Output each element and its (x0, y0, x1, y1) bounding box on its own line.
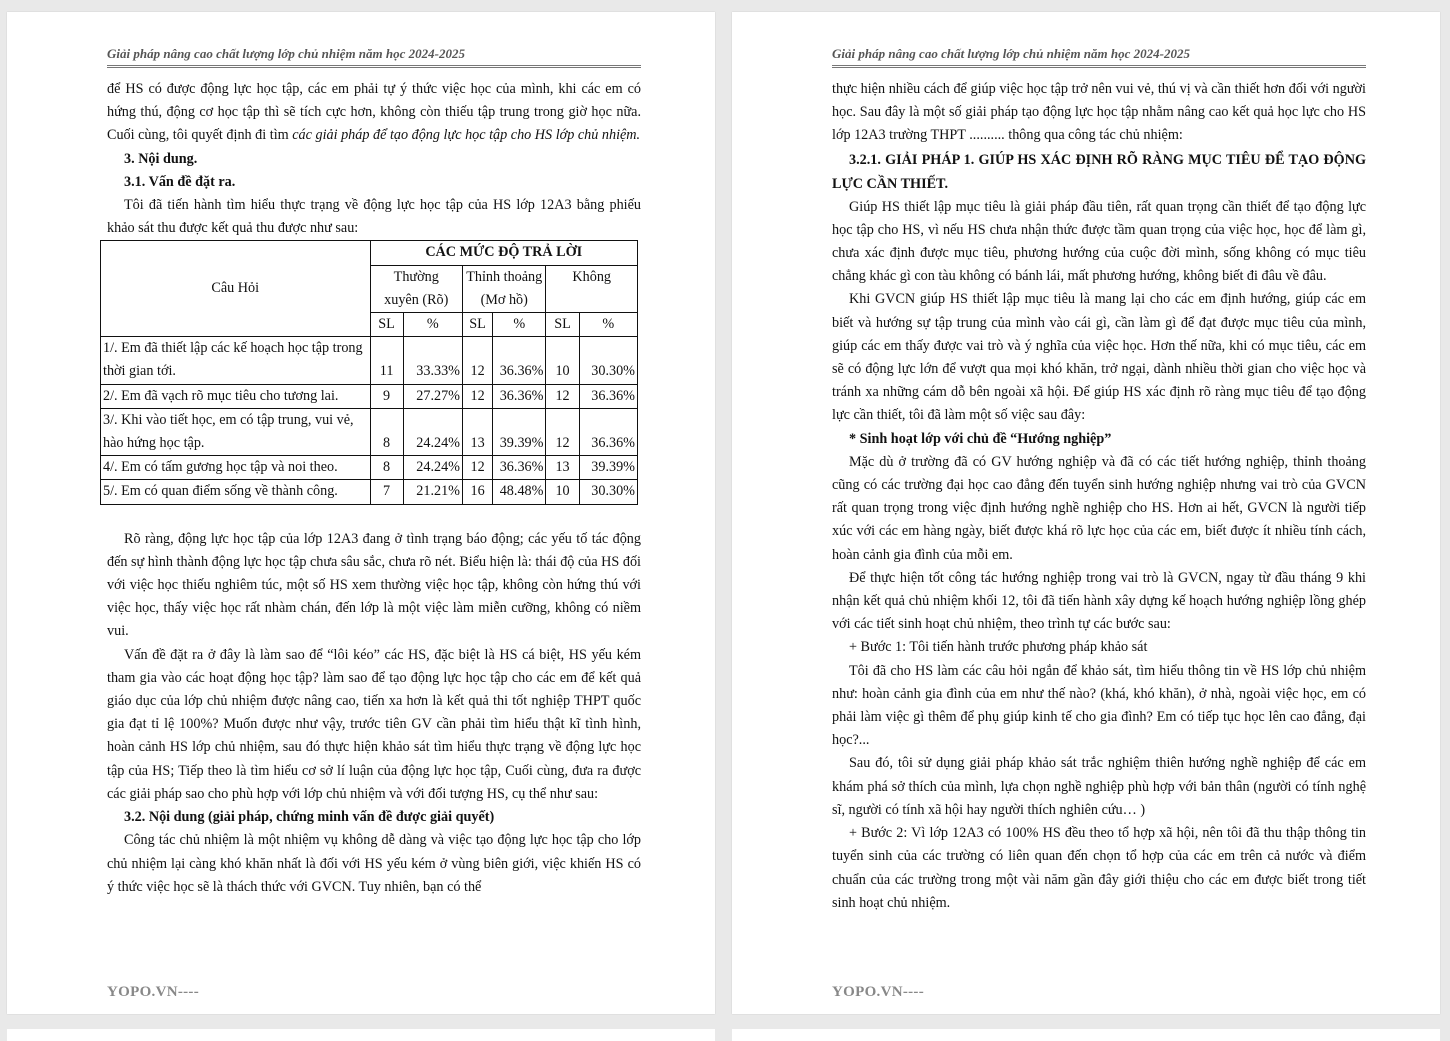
paragraph: Tôi đã cho HS làm các câu hỏi ngắn để khảo sát, tìm hiểu thông tin về HS lớp chủ nhiệm như: hoàn cảnh gia đình của em như thế nào? (khá, khó khăn), ở nhà, ngoài việc học, em có phải làm việc gì thêm để phụ giúp kinh tế cho gia đình? Em có tiếp tục học lên cao đẳng, đại học?... (832, 662, 1366, 749)
paragraph: Mặc dù ở trường đã có GV hướng nghiệp và đã có các tiết hướng nghiệp, thỉnh thoảng cũng có các trường đại học cao đẳng đến tuyển sinh hướng nghiệp nhưng vai trò của GVCN rất quan trọng trong việc định hướng nghề nghiệp cho HS. Hơn ai hết, GVCN là người tiếp xúc với các em hàng ngày, biết được khá rõ lực học của các em, biết được ít nhiều tính cách, hoàn cảnh gia đình của mỗi em. (832, 453, 1366, 563)
paragraph: Để thực hiện tốt công tác hướng nghiệp trong vai trò là GVCN, ngay từ đầu tháng 9 khi nhận kết quả chủ nhiệm khối 12, tôi đã tiến hành xây dựng kế hoạch hướng nghiệp lồng ghép với các tiết sinh hoạt chủ nhiệm, theo trình tự các bước sau: (832, 569, 1366, 633)
section-heading: 3.1. Vấn đề đặt ra. (124, 173, 236, 190)
value-cell: 9 (370, 384, 403, 408)
value-cell: 7 (370, 480, 403, 504)
survey-table (100, 240, 638, 504)
paragraph: Khi GVCN giúp HS thiết lập mục tiêu là mang lại cho các em định hướng, giúp các em biết và hướng sự tập trung của mình vào cái gì, cần làm gì để đạt được mục tiêu của mình, giúp các em thấy được vai trò và ý nghĩa của việc học. Hơn thế nữa, khi có mục tiêu, các em sẽ có động lực lớn để vượt qua mọi khó khăn, trở ngại, dành nhiều thời gian cho việc học và tránh xa những cám dỗ bên ngoài xã hội. Để giúp HS xác định rõ ràng mục tiêu để tạo động lực cần thiết, tôi đã làm một số việc sau đây: (832, 291, 1366, 424)
value-cell: 13 (463, 408, 493, 455)
value-cell: 12 (463, 384, 493, 408)
value-cell: 12 (546, 408, 579, 455)
header-line: xuyên (Rõ) (384, 291, 449, 308)
page-header: Giải pháp nâng cao chất lượng lớp chủ nhiệm năm học 2024-2025 (832, 46, 1366, 68)
value-cell: 36.36% (579, 408, 637, 455)
header-line: Thỉnh thoảng (466, 268, 543, 285)
question-cell: 2/. Em đã vạch rõ mục tiêu cho tương lai. (101, 384, 371, 408)
paragraph: thực hiện nhiều cách để giúp việc học tập trở nên vui vẻ, thú vị và cần thiết hơn đối với người học. Sau đây là một số giải pháp tạo động lực học tập nhằm nâng cao kết quả học lực cho HS lớp 12A3 trường THPT .......... thông qua công tác chủ nhiệm: (832, 81, 1366, 144)
page-footer: YOPO.VN---- (832, 984, 925, 1000)
pct-header: % (493, 313, 546, 337)
paragraph (107, 78, 641, 148)
table-header-often (370, 265, 463, 312)
paragraph: Rõ ràng, động lực học tập của lớp 12A3 đang ở tình trạng báo động; các yếu tố tác động đến sự hình thành động lực học tập chưa sâu sắc, chưa rõ nét. Biểu hiện là: thái độ của HS đối với việc học thiếu nghiêm túc, một số HS xem thường việc học tập, không còn hứng thú với việc học, thấy việc học rất nhàm chán, đến lớp là một việc làm miễn cưỡng, không có niềm vui. (107, 530, 641, 640)
sl-header: SL (546, 313, 579, 337)
paragraph: + Bước 1: Tôi tiến hành trước phương pháp khảo sát (849, 639, 1148, 656)
page-header: Giải pháp nâng cao chất lượng lớp chủ nhiệm năm học 2024-2025 (107, 46, 641, 68)
table-header-never: Không (546, 265, 638, 312)
header-line: Thường (393, 268, 439, 285)
paragraph: Tôi đã tiến hành tìm hiểu thực trạng về động lực học tập của HS lớp 12A3 bằng phiếu khảo sát thu được kết quả thu được như sau: (107, 197, 641, 237)
page-body (832, 78, 1366, 915)
section-heading: 3.2. Nội dung (giải pháp, chứng minh vấn đề được giải quyết) (124, 809, 495, 826)
question-cell: 5/. Em có quan điểm sống về thành công. (101, 480, 371, 504)
section-heading: 3.2.1. GIẢI PHÁP 1. GIÚP HS XÁC ĐỊNH RÕ RÀNG MỤC TIÊU ĐỂ TẠO ĐỘNG LỰC CẦN THIẾT. (832, 151, 1366, 192)
value-cell: 24.24% (403, 408, 462, 455)
table-header-question: Câu Hỏi (101, 241, 371, 337)
next-page-edge (732, 1029, 1440, 1041)
value-cell: 39.39% (579, 456, 637, 480)
value-cell: 12 (546, 384, 579, 408)
value-cell: 27.27% (403, 384, 462, 408)
section-heading: 3. Nội dung. (124, 150, 198, 167)
value-cell: 13 (546, 456, 579, 480)
value-cell: 8 (370, 408, 403, 455)
paragraph: + Bước 2: Vì lớp 12A3 có 100% HS đều theo tổ hợp xã hội, nên tôi đã thu thập thông tin tuyển sinh của các trường có liên quan đến chọn tổ hợp của các em trên cả nước và điểm chuẩn của các trường trong một vài năm gần đây giới thiệu cho các em được biết trong tiết sinh hoạt chủ nhiệm. (832, 825, 1366, 911)
value-cell: 12 (463, 456, 493, 480)
value-cell: 24.24% (403, 456, 462, 480)
paragraph: Sau đó, tôi sử dụng giải pháp khảo sát trắc nghiệm thiên hướng nghề nghiệp để các em khám phá sở thích của mình, lựa chọn nghề nghiệp phù hợp với bản thân (người có tính nghệ sĩ, người có tính xã hội hay người thích nghiên cứu… ) (832, 755, 1366, 818)
table-header-levels: CÁC MỨC ĐỘ TRẢ LỜI (370, 241, 638, 265)
page-body (103, 78, 641, 899)
table-row (101, 337, 638, 384)
value-cell: 36.36% (493, 337, 546, 384)
paragraph: Giúp HS thiết lập mục tiêu là giải pháp đầu tiên, rất quan trọng cần thiết để tạo động lực học tập cho HS, vì nếu HS chưa nhận thức được tầm quan trọng của việc học, học để làm gì, chưa xác định được mục tiêu, phương hướng của cuộc đời mình, sống không có mục tiêu chẳng khác gì con tàu không có bánh lái, mất phương hướng, không biết đi đâu về đâu. (832, 198, 1366, 285)
value-cell: 36.36% (493, 456, 546, 480)
question-cell: 3/. Khi vào tiết học, em có tập trung, vui vẻ, hào hứng học tập. (101, 408, 371, 455)
value-cell: 48.48% (493, 480, 546, 504)
next-page-edge (7, 1029, 715, 1041)
paragraph: Vấn đề đặt ra ở đây là làm sao để “lôi kéo” các HS, đặc biệt là HS cá biệt, HS yếu kém tham gia vào các hoạt động học tập? làm sao để tạo động lực học tập cho các em để kết quả giáo dục của lớp chủ nhiệm được nâng cao, tiến xa hơn là kết quả thi tốt nghiệp THPT quốc gia đạt tỉ lệ 100%? Muốn được như vậy, trước tiên GV cần phải tìm hiểu thật kĩ tình hình, hoàn cảnh HS lớp chủ nhiệm, sau đó thực hiện khảo sát tìm hiểu thực trạng về động lực học tập của HS; Tiếp theo là tìm hiểu cơ sở lí luận của động lực học tập, Cuối cùng, đưa ra được các giải pháp sao cho phù hợp với lớp chủ nhiệm và với đối tượng HS, cụ thể như sau: (107, 646, 641, 802)
table-row (101, 456, 638, 480)
sl-header: SL (370, 313, 403, 337)
page-footer: YOPO.VN---- (107, 984, 200, 1000)
table-header-sometimes (463, 265, 546, 312)
sl-header: SL (463, 313, 493, 337)
value-cell: 36.36% (579, 384, 637, 408)
value-cell: 39.39% (493, 408, 546, 455)
paragraph-italic-text: các giải pháp để tạo động lực học tập cho HS lớp chủ nhiệm. (292, 127, 641, 144)
header-line: (Mơ hồ) (480, 291, 528, 308)
section-heading: * Sinh hoạt lớp với chủ đề “Hướng nghiệp” (849, 430, 1112, 447)
value-cell: 12 (463, 337, 493, 384)
question-cell: 4/. Em có tấm gương học tập và noi theo. (101, 456, 371, 480)
paragraph: Công tác chủ nhiệm là một nhiệm vụ không dễ dàng và việc tạo động lực học tập cho lớp chủ nhiệm lại càng khó khăn nhất là đối với HS yếu kém ở vùng biên giới, việc khiến HS có ý thức việc học sẽ là thách thức với GVCN. Tuy nhiên, bạn có thể (107, 832, 641, 895)
table-row (101, 384, 638, 408)
value-cell: 16 (463, 480, 493, 504)
value-cell: 11 (370, 337, 403, 384)
value-cell: 8 (370, 456, 403, 480)
pct-header: % (579, 313, 637, 337)
table-row (101, 480, 638, 504)
value-cell: 10 (546, 480, 579, 504)
value-cell: 30.30% (579, 337, 637, 384)
document-page-right (732, 12, 1440, 1014)
document-page-left (7, 12, 715, 1014)
paragraph-text: để HS có được động lực học tập, các em phải tự ý thức việc học của mình, khi các em có hứng thú, động cơ học tập thì sẽ tích cực hơn, không còn thiếu tập trung trong giờ học nữa. Cuối cùng, tôi quyết định đi tìm (107, 81, 641, 144)
value-cell: 30.30% (579, 480, 637, 504)
value-cell: 21.21% (403, 480, 462, 504)
value-cell: 36.36% (493, 384, 546, 408)
value-cell: 10 (546, 337, 579, 384)
question-cell: 1/. Em đã thiết lập các kế hoạch học tập trong thời gian tới. (101, 337, 371, 384)
value-cell: 33.33% (403, 337, 462, 384)
pct-header: % (403, 313, 462, 337)
table-row (101, 408, 638, 455)
